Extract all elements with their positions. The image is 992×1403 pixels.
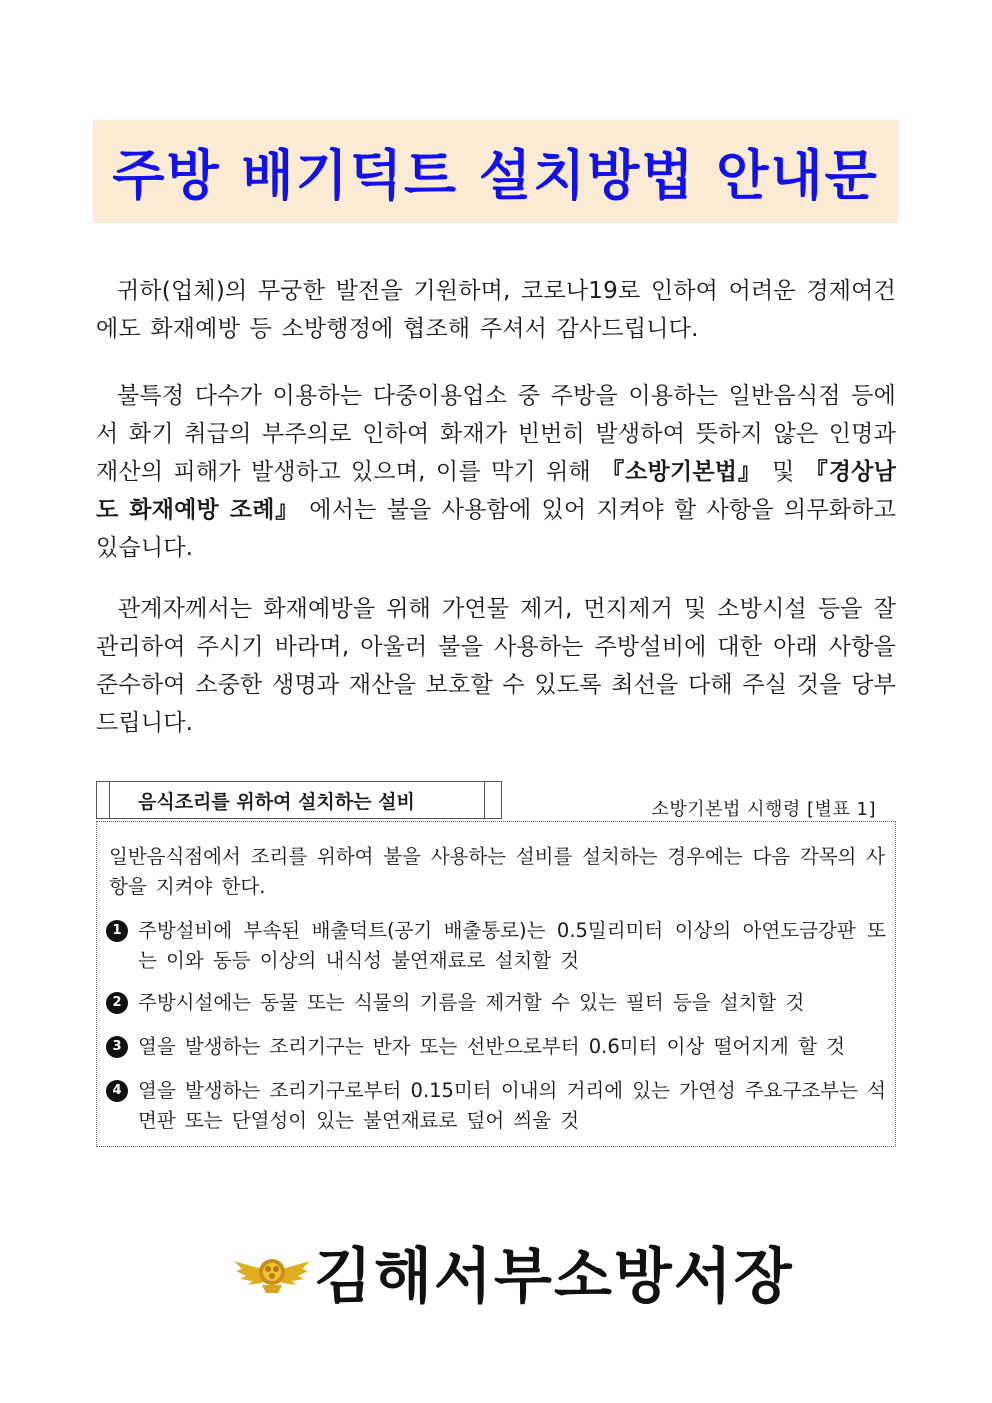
paragraph-request-text: 관계자께서는 화재예방을 위해 가연물 제거, 먼지제거 및 소방시설 등을 잘 관리하여 주시기 바라며, 아울러 불을 사용하는 주방설비에 대한 아래 사항을 준수하여 소중한 생명과 재산을 보호할 수 있도록 최선을 다해 주실 것을 당부 드립니다. <box>96 596 896 736</box>
paragraph-greeting-text: 귀하(업체)의 무궁한 발전을 기원하며, 코로나19로 인하여 어려운 경제여건에도 화재예방 등 소방행정에 협조해 주셔서 감사드립니다. <box>96 278 896 342</box>
law-name-gyeongnam-ordinance: 『경상남도 화재예방 조례』 <box>96 459 896 523</box>
paragraph-regulation <box>96 377 896 567</box>
number-circle-1-icon: 1 <box>106 920 128 942</box>
regulation-item-text: 열을 발생하는 조리기구로부터 0.15미터 이내의 거리에 있는 가연성 주요구조부는 석면판 또는 단열성이 있는 불연재료로 덮어 씌울 것 <box>138 1079 886 1132</box>
law-name-fire-basic-act: 『소방기본법』 <box>601 459 762 485</box>
regulation-item-3 <box>106 1032 886 1062</box>
regulation-intro: 일반음식점에서 조리를 위하여 불을 사용하는 설비를 설치하는 경우에는 다음 각목의 사항을 지켜야 한다. <box>109 845 885 898</box>
page-title: 주방 배기덕트 설치방법 안내문 <box>112 144 879 207</box>
regulation-item-4 <box>106 1076 886 1136</box>
fire-department-emblem-icon <box>232 1247 312 1297</box>
regulation-item-text: 주방설비에 부속된 배출덕트(공기 배출통로)는 0.5밀리미터 이상의 아연도금강판 또는 이와 동등 이상의 내식성 불연재료로 설치할 것 <box>138 919 886 972</box>
paragraph-request <box>96 590 896 742</box>
number-circle-4-icon: 4 <box>106 1080 128 1102</box>
regulation-content-box <box>96 821 896 1147</box>
section-header-label: 음식조리를 위하여 설치하는 설비 <box>109 782 485 818</box>
number-circle-2-icon: 2 <box>106 992 128 1014</box>
paragraph-greeting <box>96 272 896 348</box>
organization-name: 김해서부소방서장 <box>314 1242 794 1312</box>
paragraph-regulation-text-b: 및 <box>761 459 805 485</box>
paragraph-regulation-text-a: 불특정 다수가 이용하는 다중이용업소 중 주방을 이용하는 일반음식점 등에서 화기 취급의 부주의로 인하여 화재가 빈번히 발생하여 뜻하지 않은 인명과 재산의 피해가 발생하고 있으며, 이를 막기 위해 <box>96 383 896 485</box>
title-banner <box>93 120 898 223</box>
footer-signature <box>232 1232 794 1312</box>
paragraph-regulation-text-c: 에서는 불을 사용함에 있어 지켜야 할 사항을 의무화하고 있습니다. <box>96 497 896 561</box>
number-circle-3-icon: 3 <box>106 1036 128 1058</box>
regulation-item-2 <box>106 988 886 1018</box>
regulation-item-1 <box>106 916 886 976</box>
section-header-box <box>96 781 502 819</box>
law-reference: 소방기본법 시행령 [별표 1] <box>651 799 876 820</box>
regulation-item-text: 열을 발생하는 조리기구는 반자 또는 선반으로부터 0.6미터 이상 떨어지게 할 것 <box>138 1035 845 1058</box>
regulation-item-text: 주방시설에는 동물 또는 식물의 기름을 제거할 수 있는 필터 등을 설치할 것 <box>138 991 805 1014</box>
